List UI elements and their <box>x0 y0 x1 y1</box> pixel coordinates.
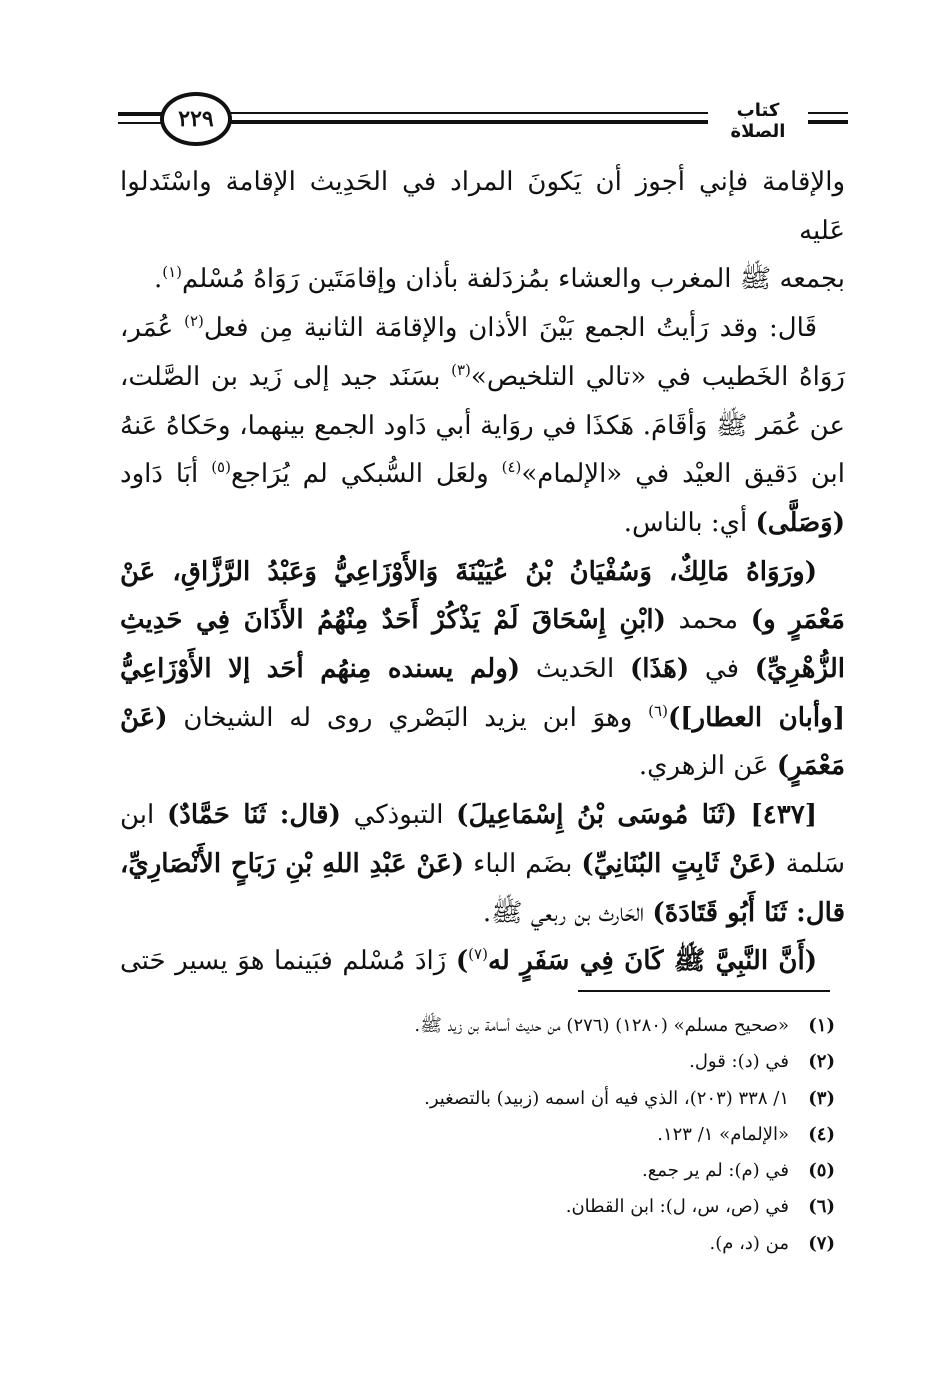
footnote-number: (٧) <box>808 1232 835 1254</box>
paragraph <box>120 255 845 304</box>
footnote-text: في (م): لم ير جمع. <box>642 1160 789 1182</box>
header-rule <box>228 120 708 124</box>
footnote <box>120 1044 835 1080</box>
text-run: بسَنَد جيد إلى زَيد بن الصَّلت، عن عُمَر ﷺ وَأقَامَ. هَكذَا في روَاية أبي دَاود الجمع بينهما، وحَكاهُ عَنهُ ابن دَقيق العيْد في «الإلمام» <box>120 361 845 490</box>
hadith-number: [٤٣٧] (ثَنَا مُوسَى بْنُ إِسْمَاعِيلَ) <box>456 800 817 831</box>
quoted-matn: (أَنَّ النَّبِيَّ ﷺ كَانَ فِي سَفَرٍ له <box>487 946 818 977</box>
footnote-ref[interactable]: (٧) <box>468 945 488 964</box>
footnote-text: من (د، م). <box>709 1232 789 1254</box>
paragraph <box>120 158 845 255</box>
text-run: الحَارث بن ربعي ﷺ. <box>482 897 653 928</box>
footnote-number: (١) <box>808 1015 835 1036</box>
text-run: محمد <box>665 605 751 636</box>
footnote-number: (٣) <box>808 1087 835 1109</box>
footnote <box>120 1226 835 1262</box>
footnote-text: في (ص، س، ل): ابن القطان. <box>565 1196 789 1218</box>
main-text <box>120 158 845 986</box>
footnote-ref[interactable]: (٢) <box>184 312 204 331</box>
text-run: الحَديث <box>520 654 630 685</box>
footnotes <box>120 1008 835 1262</box>
text-run: قَال: وقد رَأيتُ الجمع بَيْنَ الأذان والإقامَة الثانية مِن فعل <box>203 313 818 344</box>
footnote-number: (٥) <box>808 1160 835 1182</box>
paragraph <box>120 548 845 792</box>
header-rule <box>118 112 164 116</box>
footnote-ref[interactable]: (٦) <box>648 701 668 720</box>
text-run: عُمَر، رَوَاهُ الخَطيب في «تالي التلخيص» <box>120 313 845 392</box>
header-rule <box>228 112 708 114</box>
footnote-separator <box>578 990 830 992</box>
running-title: كتاب الصلاة <box>730 100 786 142</box>
footnote-ref[interactable]: (٤) <box>501 458 522 477</box>
page-number: ٢٢٩ <box>160 92 232 146</box>
quoted-matn: (عَنْ مَعْمَرٍ) <box>120 702 845 782</box>
quoted-matn: (عَنْ ثَابِتٍ البُنَانِيِّ) <box>581 848 777 879</box>
footnote-number: (٦) <box>808 1196 835 1218</box>
footnote-text: ١/ ٣٣٨ (٢٠٣)، الذي فيه أن اسمه (زبيد) بالتصغير. <box>424 1087 789 1109</box>
footnote <box>120 1117 835 1153</box>
footnote-text: «صحيح مسلم» (١٢٨٠) (٢٧٦) من حديث أسامة بن زيد ﷺ. <box>414 1015 789 1036</box>
text-run: أي: بالناس. <box>623 507 756 538</box>
footnote <box>120 1008 835 1044</box>
text-run: ابن سَلمة <box>120 800 845 879</box>
footnote <box>120 1189 835 1225</box>
header-rule <box>118 122 164 124</box>
text-run: وهوَ ابن يزيد البَصْري روى له الشيخان <box>167 702 649 733</box>
quoted-matn: (عَنْ عَبْدِ اللهِ بْنِ رَبَاحٍ الأَنْصَارِيِّ، قال: ثَنَا أَبُو قَتَادَةَ) <box>120 848 845 928</box>
text-run: التبوذكي <box>340 800 457 831</box>
quoted-matn: (ابْنِ إِسْحَاقَ لَمْ يَذْكُرْ أَحَدٌ مِنْهُمُ الأَذَانَ فِي حَدِيثِ الزُّهْرِيِّ) <box>120 605 845 685</box>
paragraph <box>120 791 845 937</box>
quoted-matn: (ولم يسنده مِنهُم أحَد إلا الأَوْزَاعِيُّ [وأبان العطار]) <box>120 654 845 733</box>
page-header <box>118 92 848 152</box>
quoted-matn: (هَذَا) <box>629 654 690 685</box>
footnote-ref[interactable]: (١) <box>162 263 183 282</box>
quoted-matn: (ورَوَاهُ مَالِكٌ، وَسُفْيَانُ بْنُ عُيَيْنَةَ وَالأَوْزَاعِيُّ وَعَبْدُ الرَّزَّاقِ، عَنْ مَعْمَرٍ و) <box>120 556 845 636</box>
header-rule <box>808 112 848 114</box>
footnote-number: (٤) <box>808 1123 835 1145</box>
footnote <box>120 1153 835 1189</box>
footnote-text: «الإلمام» ١/ ١٢٣. <box>657 1123 789 1145</box>
text-run: في <box>689 654 755 685</box>
quoted-matn: (قال: ثَنَا حَمَّادٌ) <box>166 800 341 831</box>
text-run: والإقامة فإني أجوز أن يَكونَ المراد في الحَدِيث الإقامة واسْتَدلوا عَليه <box>120 167 845 246</box>
paragraph <box>120 937 845 986</box>
text-run: بجمعه ﷺ المغرب والعشاء بمُزدَلفة بأذان وإقامَتَين رَوَاهُ مُسْلم <box>182 264 845 295</box>
footnote-ref[interactable]: (٥) <box>211 458 231 477</box>
header-rule <box>808 120 848 124</box>
text-run: . <box>153 264 163 295</box>
text-run: أبَا دَاود <box>120 459 212 490</box>
footnote <box>120 1081 835 1117</box>
text-run: عَن الزهري. <box>638 751 777 782</box>
text-run: زَادَ مُسْلم فبَينما هوَ يسير حَتى <box>120 946 456 977</box>
text-run: بضَم الباء <box>464 848 582 879</box>
quoted-matn: (وَصَلَّى) <box>755 507 845 538</box>
text-run: ولعَل السُّبكي لم يُرَاجع <box>230 459 502 490</box>
paragraph <box>120 304 845 548</box>
footnote-ref[interactable]: (٣) <box>451 360 471 379</box>
quoted-matn: ) <box>455 946 469 977</box>
footnote-number: (٢) <box>808 1051 835 1073</box>
footnote-text: في (د): قول. <box>689 1051 789 1073</box>
